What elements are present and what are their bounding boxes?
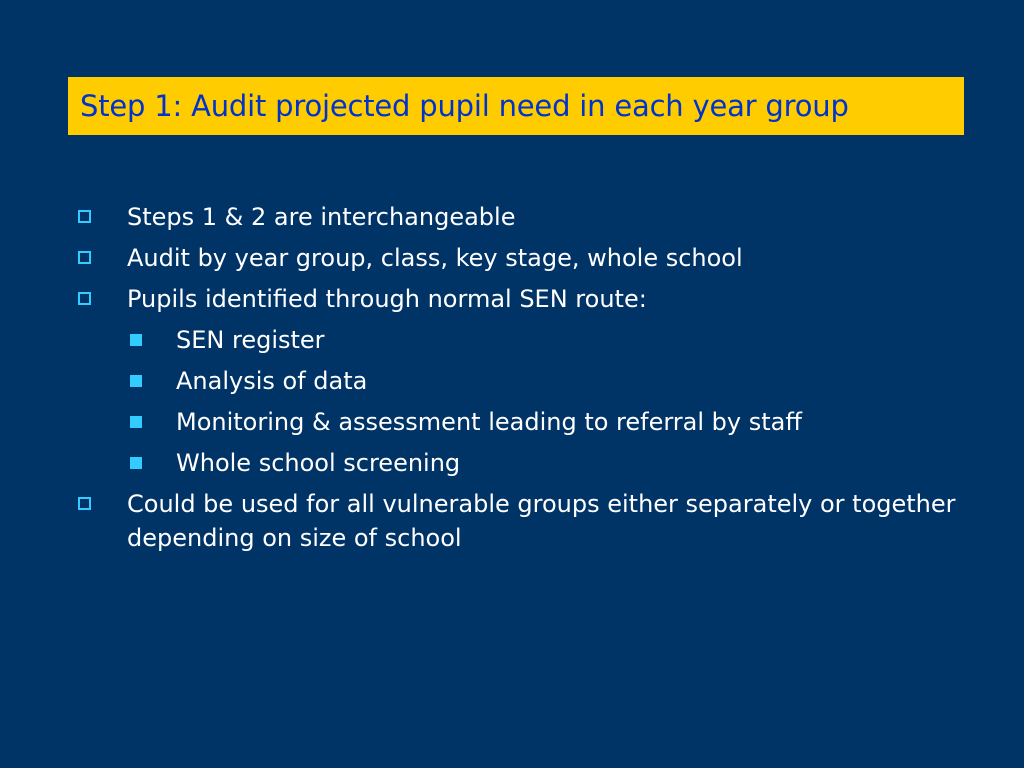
bullet-item [75, 200, 975, 234]
filled-square-bullet-icon [130, 334, 142, 346]
sub-bullet-text: Whole school screening [176, 449, 461, 477]
sub-bullet-item [75, 446, 975, 480]
bullet-text: Pupils identified through normal SEN route: [127, 285, 647, 313]
filled-square-bullet-icon [130, 416, 142, 428]
filled-square-bullet-icon [130, 457, 142, 469]
bullet-item [75, 487, 975, 555]
sub-bullet-text: Monitoring & assessment leading to referral by staff [176, 408, 802, 436]
filled-square-bullet-icon [130, 375, 142, 387]
bullet-item [75, 241, 975, 275]
title-banner [68, 77, 964, 135]
sub-bullet-text: SEN register [176, 326, 325, 354]
slide-title: Step 1: Audit projected pupil need in each year group [80, 89, 849, 123]
hollow-square-bullet-icon [78, 251, 91, 264]
bullet-list [75, 200, 975, 562]
hollow-square-bullet-icon [78, 497, 91, 510]
bullet-text: Audit by year group, class, key stage, whole school [127, 244, 743, 272]
hollow-square-bullet-icon [78, 292, 91, 305]
bullet-text: Could be used for all vulnerable groups either separately or together depending on size of school [127, 490, 956, 552]
bullet-item [75, 282, 975, 316]
sub-bullet-item [75, 405, 975, 439]
bullet-text: Steps 1 & 2 are interchangeable [127, 203, 516, 231]
sub-bullet-text: Analysis of data [176, 367, 368, 395]
sub-bullet-item [75, 323, 975, 357]
hollow-square-bullet-icon [78, 210, 91, 223]
sub-bullet-item [75, 364, 975, 398]
